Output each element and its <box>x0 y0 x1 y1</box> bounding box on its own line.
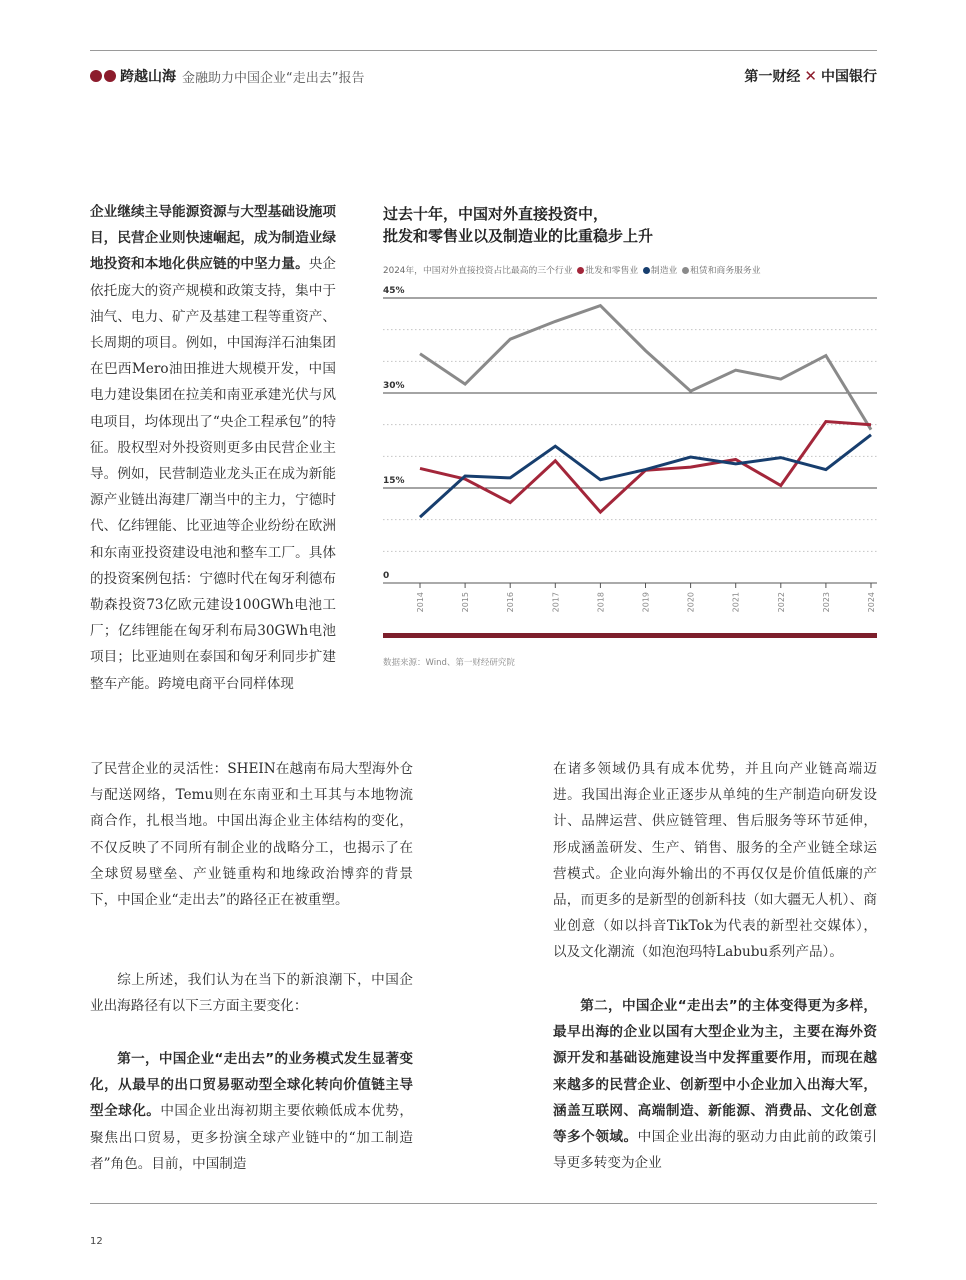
header-brand: 跨越山海 <box>120 69 176 85</box>
body-paragraph-3 <box>90 1046 413 1177</box>
body-paragraph-4 <box>553 993 877 1176</box>
chart-bottom-bar <box>383 633 877 638</box>
y-tick-label: 0 <box>383 571 390 581</box>
y-tick-label: 45% <box>383 286 405 296</box>
body-paragraph-2: 综上所述，我们认为在当下的新浪潮下，中国企业出海路径有以下三方面主要变化： <box>90 972 413 1015</box>
x-tick-label-2019: 2019 <box>641 592 651 613</box>
x-tick-label-2020: 2020 <box>686 592 696 613</box>
series-line-leasing <box>420 306 871 430</box>
legend-wholesale-dot-icon <box>577 267 584 274</box>
x-tick-label-2021: 2021 <box>731 592 741 613</box>
legend-manufacturing-label: 制造业 <box>650 266 678 276</box>
x-tick-label-2017: 2017 <box>551 592 561 613</box>
chart-source: 数据来源：Wind、第一财经研究院 <box>383 658 515 668</box>
legend-prefix: 2024年，中国对外直接投资占比最高的三个行业 <box>383 266 573 276</box>
x-tick-label-2015: 2015 <box>461 592 471 613</box>
paragraph-1-text: 央企依托庞大的资产规模和政策支持，集中于油气、电力、矿产及基建工程等重资产、长周期的项目。例如，中国海洋石油集团在巴西Mero油田推进大规模开发，中国电力建设集团在拉美和南亚承建光伏与风电项目，均体现出了“央企工程承包”的特征。股权型对外投资则更多由民营企业主导。例如，民营制造业龙头正在成为新能源产业链出海建厂潮当中的主力，宁德时代、亿纬锂能、比亚迪等企业纷纷在欧洲和东南亚投资建设电池和整车工厂。具体的投资案例包括：宁德时代在匈牙利德布勒森投资73亿欧元建设100GWh电池工厂；亿纬锂能在匈牙利布局30GWh电池项目；比亚迪则在泰国和匈牙利同步扩建整车产能。跨境电商平台同样体现 <box>90 256 336 692</box>
header-subtitle: 金融助力中国企业“走出去”报告 <box>182 70 365 86</box>
x-tick-label-2022: 2022 <box>776 592 786 613</box>
paragraph-4-bold: 第二，中国企业“走出去”的主体变得更为多样，最早出海的企业以国有大型企业为主，主要在海外资源开发和基础设施建设当中发挥重要作用，而现在越来越多的民营企业、创新型中小企业加入出海大军，涵盖互联网、高端制造、新能源、消费品、文化创意等多个领域。 <box>553 998 877 1146</box>
partner-yicai: 第一财经 <box>744 69 801 85</box>
x-tick-label-2014: 2014 <box>416 592 425 613</box>
chart-title-line-2: 批发和零售业以及制造业的比重稳步上升 <box>383 227 654 245</box>
partner-boc: 中国银行 <box>821 69 877 85</box>
body-paragraph-1 <box>90 199 336 697</box>
page-number: 12 <box>90 1236 103 1247</box>
paragraph-4-text: 中国企业出海的驱动力由此前的政策引导更多转变为企业 <box>553 1129 877 1172</box>
body-paragraph-1-cont: 了民营企业的灵活性：SHEIN在越南布局大型海外仓与配送网络，Temu则在东南亚和土耳其与本地物流商合作，扎根当地。中国出海企业主体结构的变化，不仅反映了不同所有制企业的战略分工，也揭示了在全球贸易壁垒、产业链重构和地缘政治博弈的背景下，中国企业“走出去”的路径正在被重塑。 <box>90 761 413 909</box>
chart-title-line-1: 过去十年，中国对外直接投资中， <box>383 205 609 223</box>
x-tick-label-2024: 2024 <box>867 592 876 613</box>
legend-wholesale-label: 批发和零售业 <box>585 266 639 276</box>
legend-leasing-label: 租赁和商务服务业 <box>690 266 761 276</box>
fdi-line-chart <box>380 282 880 652</box>
paragraph-3-bold: 第一，中国企业“走出去”的业务模式发生显著变化，从最早的出口贸易驱动型全球化转向价值链主导型全球化。 <box>90 1051 413 1120</box>
chart-title <box>383 203 653 247</box>
brand-dots-icon <box>90 70 116 82</box>
series-line-manufacturing <box>420 435 871 517</box>
legend-leasing-dot-icon <box>682 267 689 274</box>
top-rule <box>90 50 877 51</box>
x-tick-label-2018: 2018 <box>596 592 606 613</box>
y-tick-label: 15% <box>383 476 405 486</box>
running-header <box>90 66 877 86</box>
cross-icon: ✕ <box>804 67 817 85</box>
legend-manufacturing-dot-icon <box>643 267 650 274</box>
x-tick-label-2016: 2016 <box>506 592 516 613</box>
series-line-wholesale <box>420 422 871 513</box>
chart-legend <box>383 263 761 276</box>
x-tick-label-2023: 2023 <box>821 592 831 613</box>
paragraph-3-text: 中国企业出海初期主要依赖低成本优势，聚焦出口贸易，更多扮演全球产业链中的“加工制造者”角色。目前，中国制造 <box>90 1103 414 1172</box>
body-paragraph-3-cont: 在诸多领域仍具有成本优势，并且向产业链高端迈进。我国出海企业正逐步从单纯的生产制造向研发设计、品牌运营、供应链管理、售后服务等环节延伸，形成涵盖研发、生产、销售、服务的全产业链全球运营模式。企业向海外输出的不再仅仅是价值低廉的产品，而更多的是新型的创新科技（如大疆无人机）、商业创意（如以抖音TikTok为代表的新型社交媒体），以及文化潮流（如泡泡玛特Labubu系列产品）。 <box>553 761 877 961</box>
y-tick-label: 30% <box>383 381 405 391</box>
header-partners <box>744 66 877 86</box>
paragraph-1-bold: 企业继续主导能源资源与大型基础设施项目，民营企业则快速崛起，成为制造业绿地投资和本地化供应链的中坚力量。 <box>90 204 336 273</box>
bottom-rule <box>90 1203 877 1204</box>
